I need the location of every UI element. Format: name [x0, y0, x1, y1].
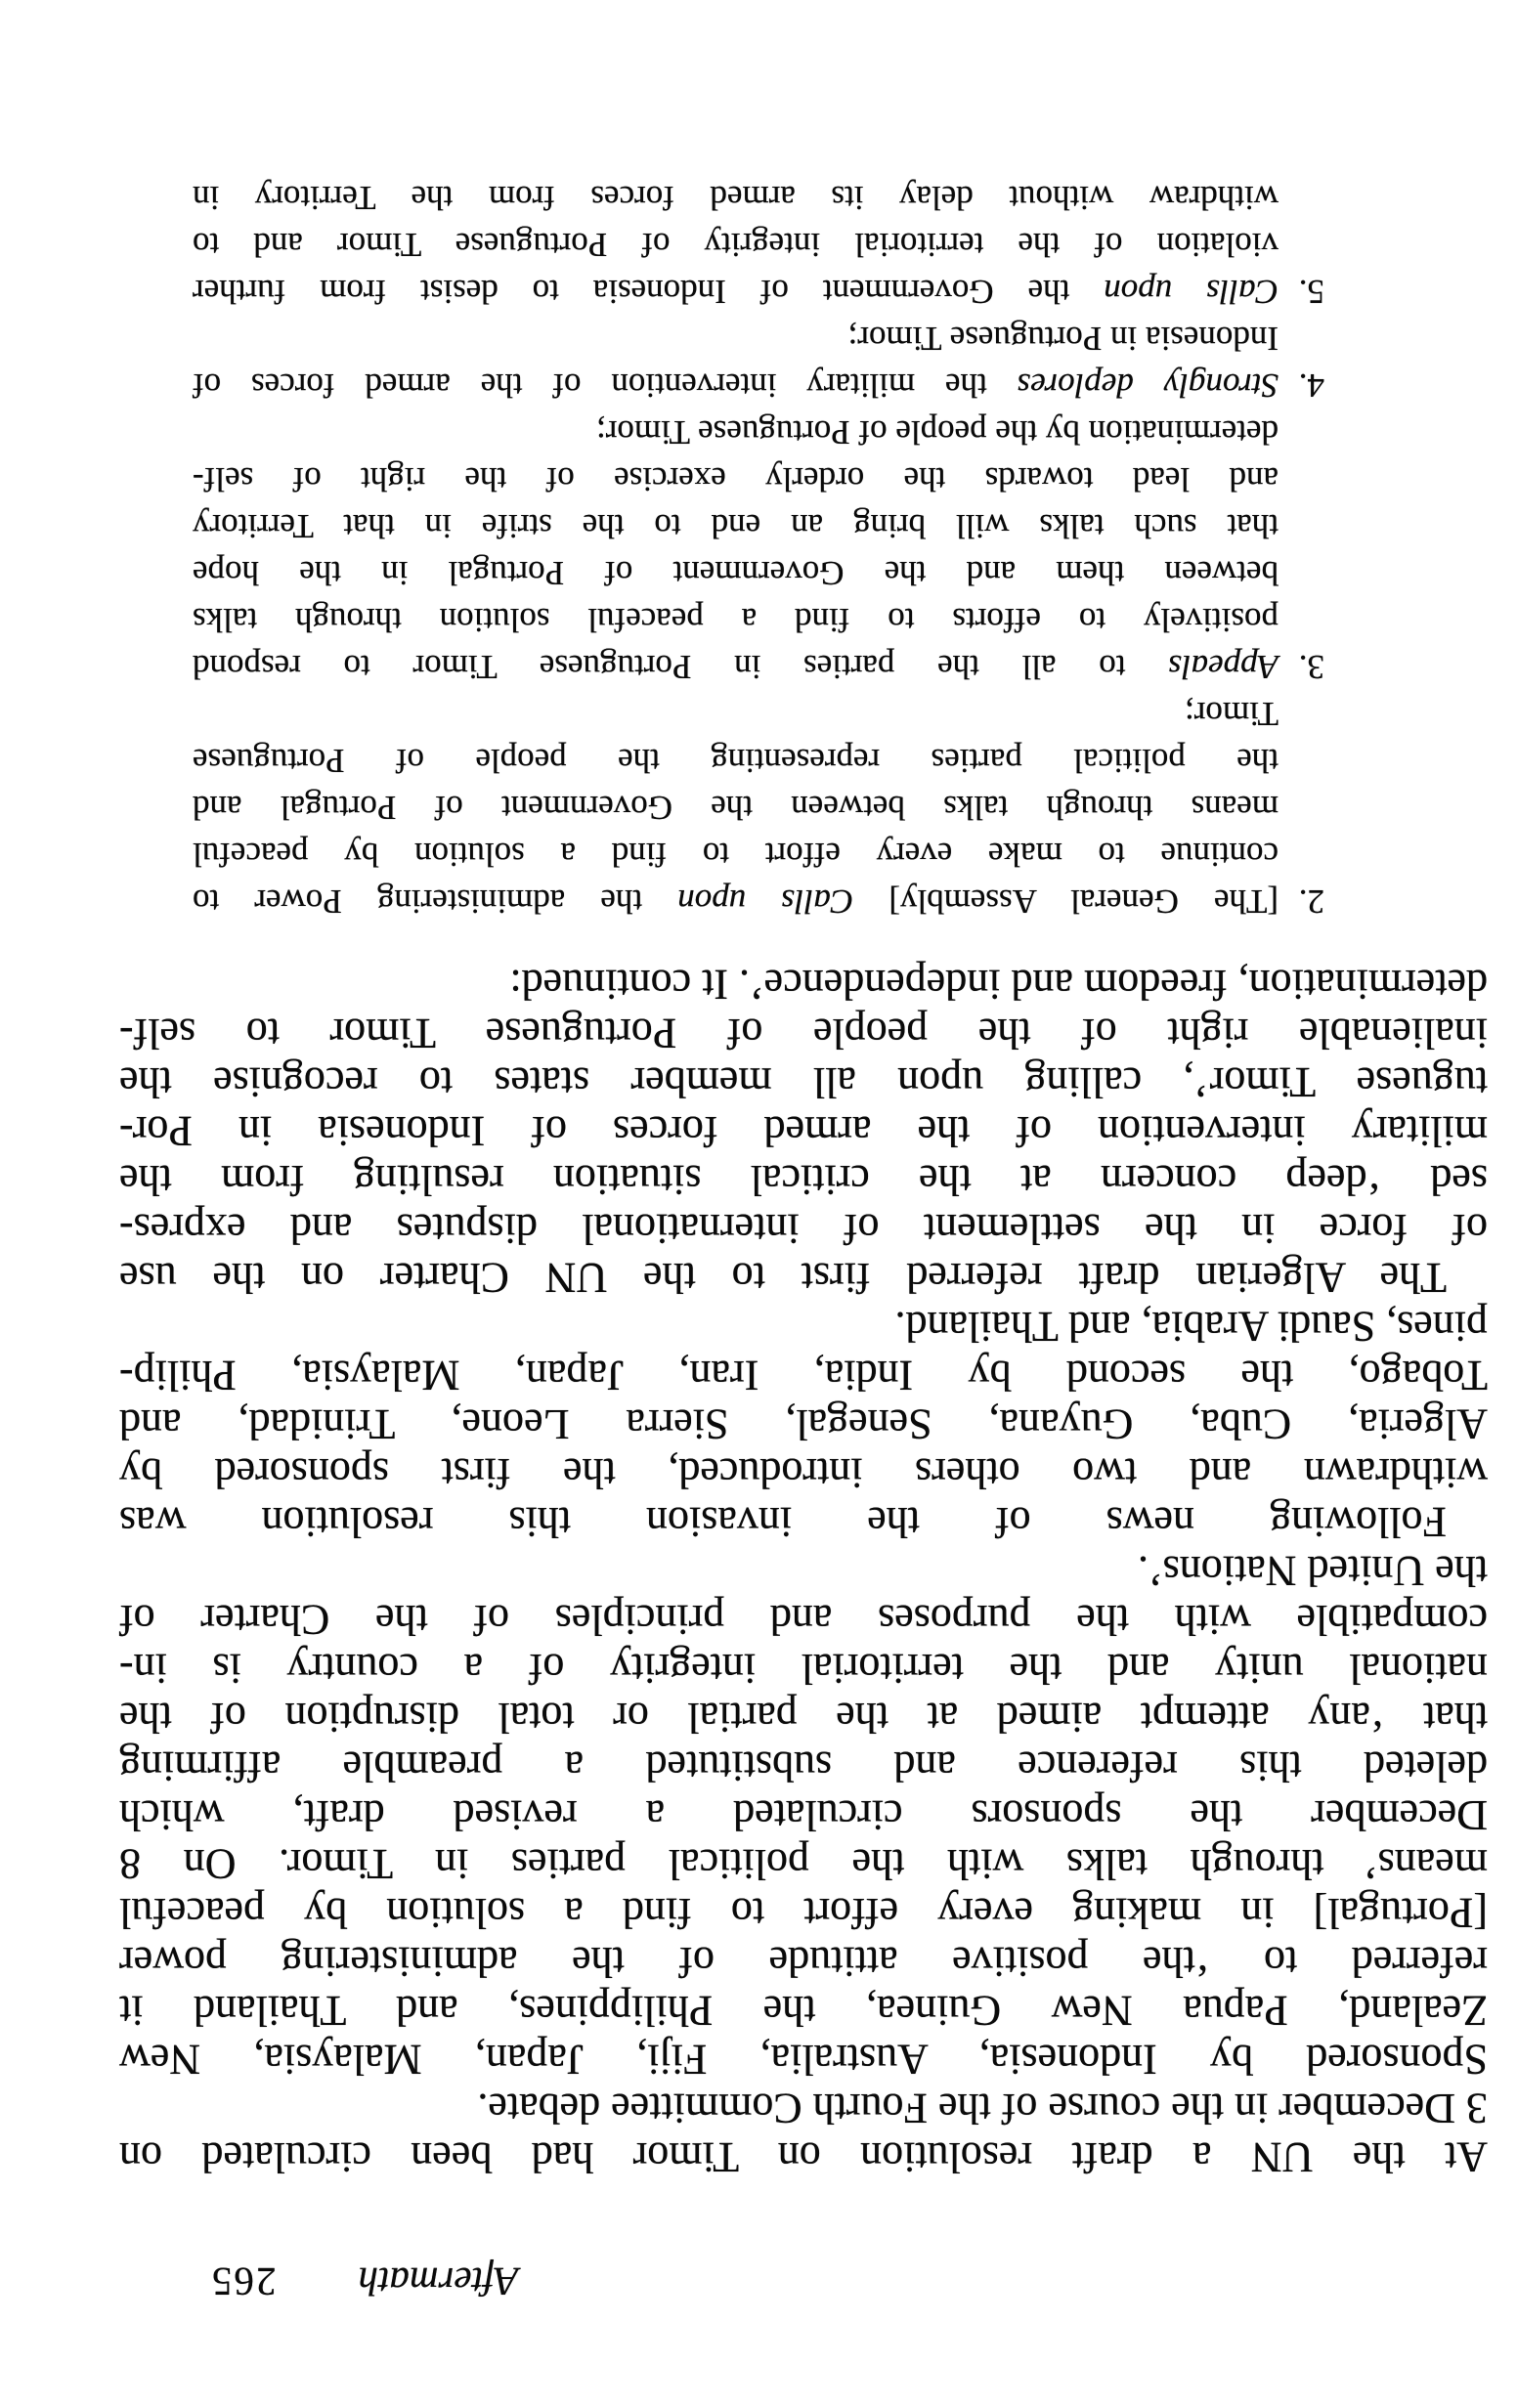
running-head-title: Aftermath: [358, 2259, 519, 2304]
text-line: determination by the people of Portuguese Timor;: [596, 413, 1279, 452]
text-line: Appeals to all the parties in Portuguese Timor to respond: [193, 648, 1279, 686]
text-line: between them and the Government of Portugal in the hope: [193, 554, 1279, 592]
body-text: [119, 174, 1488, 2181]
text-line: Tobago, the second by India, Iran, Japan, Malaysia, Philip-: [119, 1352, 1488, 1399]
text-line: tuguese Timor’, calling upon all member states to recognise the: [119, 1058, 1488, 1106]
text-line: The Algerian draft referred first to the UN Charter on the use: [119, 1254, 1447, 1302]
text-line: December the sponsors circulated a revised draft, which: [119, 1791, 1488, 1839]
text-line: the United Nations’.: [1137, 1547, 1488, 1595]
text-line: referred to ‘the positive attitude of the administering power: [119, 1938, 1488, 1986]
paragraph: [119, 2084, 1488, 2181]
text-line: Algeria, Cuba, Guyana, Senegal, Sierra Leone, Trinidad, and: [119, 1400, 1488, 1448]
text-line: Indonesia in Portuguese Timor;: [847, 320, 1279, 358]
text-line: of force in the settlement of international disputes and expres-: [119, 1205, 1488, 1253]
quote-item: [193, 690, 1324, 924]
text-line: withdraw without delay its armed forces from the Territory in: [193, 179, 1279, 217]
text-line: Sponsored by Indonesia, Australia, Fiji, Japan, Malaysia, New: [119, 2036, 1488, 2084]
text-line: Strongly deplores the military intervention of the armed forces of: [193, 366, 1279, 405]
quote-item-number: 5.: [1298, 273, 1324, 311]
quote-item-number: 4.: [1298, 366, 1324, 405]
text-line: [Portugal] in making every effort to find a solution by peaceful: [119, 1889, 1488, 1937]
text-line: 3 December in the course of the Fourth Committee debate.: [477, 2085, 1488, 2132]
text-line: At the UN a draft resolution on Timor had been circulated on: [119, 2133, 1488, 2181]
paragraph: [119, 960, 1488, 1302]
quote-item: [193, 315, 1324, 408]
text-line: Calls upon the Government of Indonesia to desist from further: [193, 273, 1279, 311]
text-line: inalienable right of the people of Portuguese Timor to self-: [119, 1010, 1488, 1057]
text-line: means through talks between the Government of Portugal and: [193, 789, 1279, 827]
text-line: Following news of the invasion this resolution was: [119, 1498, 1447, 1546]
quote-item-number: 3.: [1298, 648, 1324, 686]
text-line: sed ‘deep concern at the critical situation resulting from the: [119, 1156, 1488, 1204]
text-line: positively to efforts to find a peaceful solution through talks: [193, 601, 1279, 639]
text-line: Timor;: [1185, 695, 1279, 733]
text-line: deleted this reference and substituted a preamble affirming: [119, 1742, 1488, 1790]
quote-item: [193, 408, 1324, 690]
paragraph: [119, 1546, 1488, 2084]
running-head: [119, 2259, 1488, 2304]
text-line: determination, freedom and independence’. It continued:: [509, 961, 1488, 1009]
text-line: withdrawn and two others introduced, the first sponsored by: [119, 1449, 1488, 1497]
resolution-quote: [193, 174, 1324, 924]
text-line: continue to make every effort to find a solution by peaceful: [193, 836, 1279, 874]
page-number: 265: [210, 2259, 277, 2304]
text-line: national unity and the territorial integrity of a country is in-: [119, 1645, 1488, 1693]
text-line: pines, Saudi Arabia, and Thailand.: [894, 1303, 1488, 1351]
text-line: that such talks will bring an end to the strife in that Territory: [193, 507, 1279, 545]
text-line: Zealand, Papua New Guinea, the Philippines, and Thailand it: [119, 1987, 1488, 2035]
paragraph: [119, 1302, 1488, 1546]
text-line: means’ through talks with the political parties in Timor. On 8: [119, 1840, 1488, 1888]
quote-item-number: 2.: [1298, 882, 1324, 921]
text-line: [The General Assembly] Calls upon the administering Power to: [193, 882, 1279, 921]
text-line: that ‘any attempt aimed at the partial or total disruption of the: [119, 1694, 1488, 1742]
text-line: the political parties representing the people of Portuguese: [193, 742, 1279, 780]
text-line: and lead towards the orderly exercise of the right of self-: [193, 460, 1279, 498]
text-line: military intervention of the armed forces of Indonesia in Por-: [119, 1107, 1488, 1155]
quote-item: [193, 174, 1324, 315]
text-line: compatible with the purposes and principles of the Charter of: [119, 1596, 1488, 1644]
body-paragraphs: [119, 960, 1488, 2181]
text-line: violation of the territorial integrity of Portuguese Timor and to: [193, 226, 1279, 264]
